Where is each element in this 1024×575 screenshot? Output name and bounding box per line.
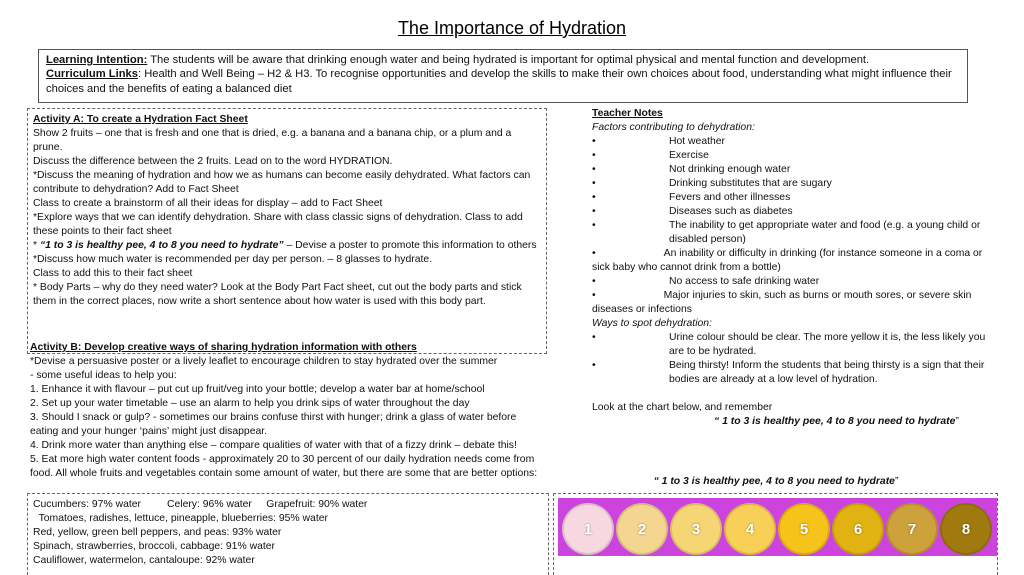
water-content-line: Cauliflower, watermelon, cantaloupe: 92% water — [33, 555, 255, 566]
activity-b-line: 1. Enhance it with flavour – put cut up fruit/veg into your bottle; develop a water bar at home/school — [30, 384, 485, 395]
urine-level-2-circle: 2 — [616, 503, 668, 555]
factor-text: Major injuries to skin, such as burns or mouth sores, or severe skin diseases or infections — [592, 290, 972, 315]
learning-intention — [46, 53, 960, 67]
activity-b-line: - some useful ideas to help you: — [30, 370, 177, 381]
teacher-notes-heading: Teacher Notes — [592, 108, 663, 119]
urine-level-5-circle: 5 — [778, 503, 830, 555]
ways-text: Urine colour should be clear. The more yellow it is, the less likely you are to be hydrated. — [669, 332, 986, 357]
urine-level-7-circle: 7 — [886, 503, 938, 555]
factor-text: Diseases such as diabetes — [669, 206, 793, 217]
curriculum-links-label: Curriculum Links — [46, 68, 139, 81]
activity-b-line: *Devise a persuasive poster or a lively leaflet to encourage children to stay hydrated over the summer — [30, 356, 498, 367]
hydrate-quote-end: ” — [955, 416, 959, 427]
ways-text: Being thirsty! Inform the students that being thirsty is a sign that their bodies are already at a low level of hydration. — [669, 360, 985, 385]
factor-text: Hot weather — [669, 136, 726, 147]
activity-b-section — [27, 341, 549, 481]
factor-text: The inability to get appropriate water and food (e.g. a young child or disabled person) — [669, 220, 981, 245]
factor-item — [592, 149, 992, 163]
water-content-line: Spinach, strawberries, broccoli, cabbage: 91% water — [33, 541, 275, 552]
factor-text: Drinking substitutes that are sugary — [669, 178, 832, 189]
page-title: The Importance of Hydration — [397, 18, 627, 38]
bullet-icon: • — [592, 248, 596, 259]
factor-item — [592, 219, 992, 247]
water-content-line: Tomatoes, radishes, lettuce, pineapple, blueberries: 95% water — [33, 513, 328, 524]
activity-b-line: 3. Should I snack or gulp? - sometimes our brains confuse thirst with hunger; drink a glass of water before eating and your hunger ‘pains’ might just disappear. — [30, 412, 517, 437]
activity-a-line: *Explore ways that we can identify dehydration. Share with class classic signs of dehydration. Class to add these points to their fact sheet — [33, 212, 523, 237]
bullet-icon: • — [592, 220, 596, 231]
ways-item — [592, 331, 992, 359]
bullet-icon: • — [592, 290, 596, 301]
bullet-icon: • — [592, 332, 596, 343]
ways-item — [592, 359, 992, 387]
learning-intention-box — [38, 49, 968, 103]
activity-a-poster-line — [33, 239, 541, 253]
factor-item — [592, 163, 992, 177]
factor-text: Exercise — [669, 150, 709, 161]
urine-level-3-circle: 3 — [670, 503, 722, 555]
factor-item — [592, 135, 992, 149]
bullet-icon: • — [592, 178, 596, 189]
hydrate-quote-text: “ 1 to 3 is healthy pee, 4 to 8 you need to hydrate — [714, 416, 956, 427]
bullet-icon: • — [592, 360, 596, 371]
factors-label: Factors contributing to dehydration: — [592, 122, 755, 133]
water-content-box — [27, 493, 549, 575]
bullet-icon: • — [592, 206, 596, 217]
activity-b-line: 5. Eat more high water content foods - approximately 20 to 30 percent of our daily hydration needs come from food. All whole fruits and vegetables contain some amount of water, but there are some that are better options: — [30, 454, 538, 479]
urine-chart-frame — [553, 493, 998, 575]
factor-item — [592, 191, 992, 205]
teacher-notes — [592, 107, 992, 429]
activity-a-line: *Discuss the meaning of hydration and how we as humans can become easily dehydrated. What factors can contribute to dehydration? Add to Fact Sheet — [33, 170, 531, 195]
activity-a-line: * Body Parts – why do they need water? Look at the Body Part Fact sheet, cut out the body parts and stick them in the correct places, now write a short sentence about how water is used with this body part. — [33, 282, 522, 307]
bullet-icon: • — [592, 276, 596, 287]
chart-caption — [556, 476, 996, 487]
curriculum-links — [46, 67, 960, 96]
poster-quote: “1 to 3 is healthy pee, 4 to 8 you need to hydrate” — [39, 240, 284, 251]
bullet-icon: • — [592, 150, 596, 161]
factor-item-wrapped — [592, 289, 992, 317]
curriculum-links-text: : Health and Well Being – H2 & H3. To recognise opportunities and develop the skills to make their own choices about food, understanding what might influence their choices and the benefits of eating a balanced diet — [46, 68, 952, 95]
chart-caption-end: ” — [894, 476, 899, 487]
learning-intention-label: Learning Intention: — [46, 54, 148, 66]
learning-intention-text: The students will be aware that drinking enough water and being hydrated is important for optimal physical and mental function and development. — [147, 54, 870, 66]
hydrate-quote — [592, 415, 992, 429]
activity-b-heading: Activity B: Develop creative ways of sharing hydration information with others — [30, 342, 417, 353]
activity-a-box — [27, 108, 547, 354]
activity-a-line: Show 2 fruits – one that is fresh and one that is dried, e.g. a banana and a banana chip, or a plum and a prune. — [33, 128, 512, 153]
urine-level-8-circle: 8 — [940, 503, 992, 555]
factor-text: Not drinking enough water — [669, 164, 791, 175]
bullet-icon: • — [592, 192, 596, 203]
activity-b-line: 4. Drink more water than anything else – compare qualities of water with that of a fizzy drink – debate this! — [30, 440, 517, 451]
urine-level-6-circle: 6 — [832, 503, 884, 555]
bullet-icon: • — [592, 164, 596, 175]
activity-a-line: *Discuss how much water is recommended per day per person. – 8 glasses to hydrate. — [33, 254, 433, 265]
ways-label: Ways to spot dehydration: — [592, 318, 712, 329]
look-at-chart: Look at the chart below, and remember — [592, 402, 773, 413]
activity-b-line: 2. Set up your water timetable – use an alarm to help you drink sips of water throughout the day — [30, 398, 470, 409]
factor-item — [592, 275, 992, 289]
activity-a-line: Class to create a brainstorm of all their ideas for display – add to Fact Sheet — [33, 198, 383, 209]
factor-item-wrapped — [592, 247, 992, 275]
poster-suffix: – Devise a poster to promote this information to others — [283, 240, 537, 251]
urine-level-1-circle: 1 — [562, 503, 614, 555]
factor-text: No access to safe drinking water — [669, 276, 820, 287]
activity-a-heading: Activity A: To create a Hydration Fact Sheet — [33, 114, 248, 125]
factor-item — [592, 177, 992, 191]
urine-color-chart — [558, 498, 997, 556]
chart-caption-text: “ 1 to 3 is healthy pee, 4 to 8 you need to hydrate — [653, 476, 895, 487]
water-content-line: Red, yellow, green bell peppers, and peas: 93% water — [33, 527, 282, 538]
factor-text: Fevers and other illnesses — [669, 192, 791, 203]
poster-prefix: * — [33, 240, 40, 251]
water-content-line: Cucumbers: 97% water Celery: 96% water Grapefruit: 90% water — [33, 499, 368, 510]
factor-text: An inability or difficulty in drinking (for instance someone in a coma or sick baby who cannot drink from a bottle) — [592, 248, 983, 273]
activity-a-line: Discuss the difference between the 2 fruits. Lead on to the word HYDRATION. — [33, 156, 393, 167]
activity-a-line: Class to add this to their fact sheet — [33, 268, 193, 279]
bullet-icon: • — [592, 136, 596, 147]
factor-item — [592, 205, 992, 219]
urine-level-4-circle: 4 — [724, 503, 776, 555]
